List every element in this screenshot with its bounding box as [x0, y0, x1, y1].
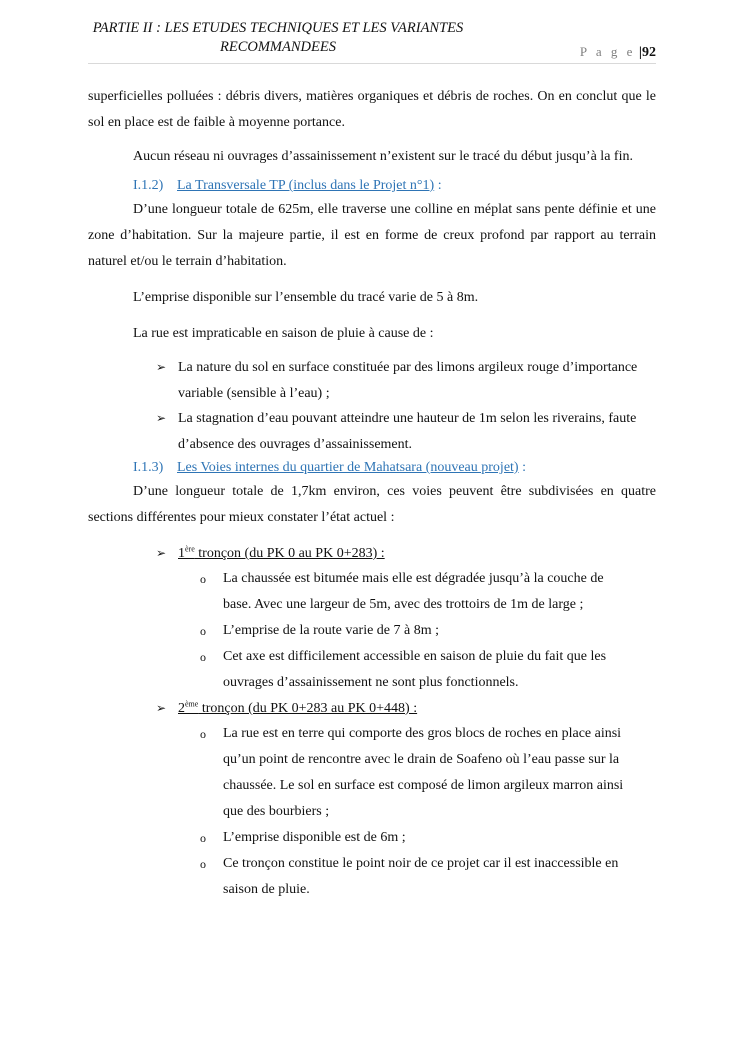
circle-bullet-icon: o [200, 650, 206, 664]
list-item-text: L’emprise de la route varie de 7 à 8m ; [223, 623, 440, 638]
paragraph: Aucun réseau ni ouvrages d’assainissement n’existent sur le tracé du début jusqu’à la fin. [133, 149, 633, 164]
list-item [88, 825, 656, 851]
paragraph: superficielles polluées : débris divers, matières organiques et débris de roches. On en conclut que le sol en place est de faible à moyenne portance. [88, 89, 656, 130]
circle-bullet-icon: o [200, 831, 206, 845]
troncon-label: tronçon (du PK 0 au PK 0+283) : [194, 546, 385, 561]
arrow-bullet-icon: ➢ [156, 701, 167, 715]
circle-bullet-icon: o [200, 572, 206, 586]
list-item [88, 851, 656, 903]
heading-number: I.1.2) [133, 178, 164, 193]
arrow-bullet-icon: ➢ [156, 411, 167, 425]
arrow-bullet-icon: ➢ [156, 546, 167, 560]
section-heading-1-1-3 [88, 457, 656, 479]
troncon-number: 2 [178, 701, 185, 716]
section-heading-1-1-2 [88, 175, 656, 197]
paragraph: L’emprise disponible sur l’ensemble du tracé varie de 5 à 8m. [133, 290, 479, 305]
arrow-bullet-icon: ➢ [156, 360, 167, 374]
list-item-text: L’emprise disponible est de 6m ; [223, 830, 406, 845]
list-item-text: La nature du sol en surface constituée par des limons argileux rouge d’importance variable (sensible à l’eau) ; [178, 360, 638, 401]
list-item-text: Ce tronçon constitue le point noir de ce projet car il est inaccessible en saison de pluie. [223, 856, 619, 897]
list-item [88, 618, 656, 644]
circle-bullet-icon: o [200, 727, 206, 741]
heading-title-link[interactable]: La Transversale TP (inclus dans le Projet n°1) [177, 178, 435, 193]
header-title [60, 19, 496, 57]
page-label: P a g e [579, 44, 636, 59]
sub-list [88, 721, 656, 903]
sub-list [88, 566, 656, 696]
circle-bullet-icon: o [200, 624, 206, 638]
paragraph: La rue est impraticable en saison de pluie à cause de : [133, 326, 434, 341]
troncon-ordinal: ère [185, 544, 195, 554]
heading-suffix: : [518, 460, 526, 475]
heading-title-link[interactable]: Les Voies internes du quartier de Mahatsara (nouveau projet) [177, 460, 519, 475]
list-item [88, 406, 656, 457]
troncon-label: tronçon (du PK 0+283 au PK 0+448) : [198, 701, 418, 716]
document-body [88, 84, 656, 903]
troncon-number: 1 [178, 546, 185, 561]
list-item [88, 644, 656, 696]
header-title-line1: PARTIE II : LES ETUDES TECHNIQUES ET LES VARIANTES [92, 20, 464, 36]
heading-suffix: : [434, 178, 442, 193]
paragraph: D’une longueur totale de 1,7km environ, ces voies peuvent être subdivisées en quatre sections différentes pour mieux constater l’état actuel : [88, 484, 656, 525]
list-item [88, 721, 656, 825]
bullet-list [88, 355, 656, 457]
page-number: 92 [642, 45, 656, 60]
list-item-text: La rue est en terre qui comporte des gros blocs de roches en place ainsi qu’un point de rencontre avec le drain de Soafeno où l’eau passe sur la chaussée. Le sol en surface est composé de limon argileux marron ainsi que des bourbiers ; [223, 726, 624, 819]
list-item [88, 566, 656, 618]
section-troncon-1 [88, 541, 656, 566]
circle-bullet-icon: o [200, 857, 206, 871]
troncon-ordinal: ème [185, 699, 199, 709]
page-indicator [580, 44, 656, 61]
paragraph: D’une longueur totale de 625m, elle traverse une colline en méplat sans pente définie et une zone d’habitation. Sur la majeure partie, il est en forme de creux profond par rapport au terrain naturel et/ou le terrain d’habitation. [88, 202, 656, 269]
section-troncon-2 [88, 696, 656, 721]
header-title-line2: RECOMMANDEES [220, 39, 336, 55]
heading-number: I.1.3) [133, 460, 164, 475]
page-header [60, 19, 660, 64]
page-separator: | [638, 45, 642, 60]
header-divider [88, 63, 656, 64]
list-item-text: Cet axe est difficilement accessible en saison de pluie du fait que les ouvrages d’assainissement ne sont plus fonctionnels. [223, 649, 607, 690]
list-item-text: La chaussée est bitumée mais elle est dégradée jusqu’à la couche de base. Avec une largeur de 5m, avec des trottoirs de 1m de large ; [223, 571, 604, 612]
list-item-text: La stagnation d’eau pouvant atteindre une hauteur de 1m selon les riverains, faute d’absence des ouvrages d’assainissement. [178, 411, 637, 452]
list-item [88, 355, 656, 406]
